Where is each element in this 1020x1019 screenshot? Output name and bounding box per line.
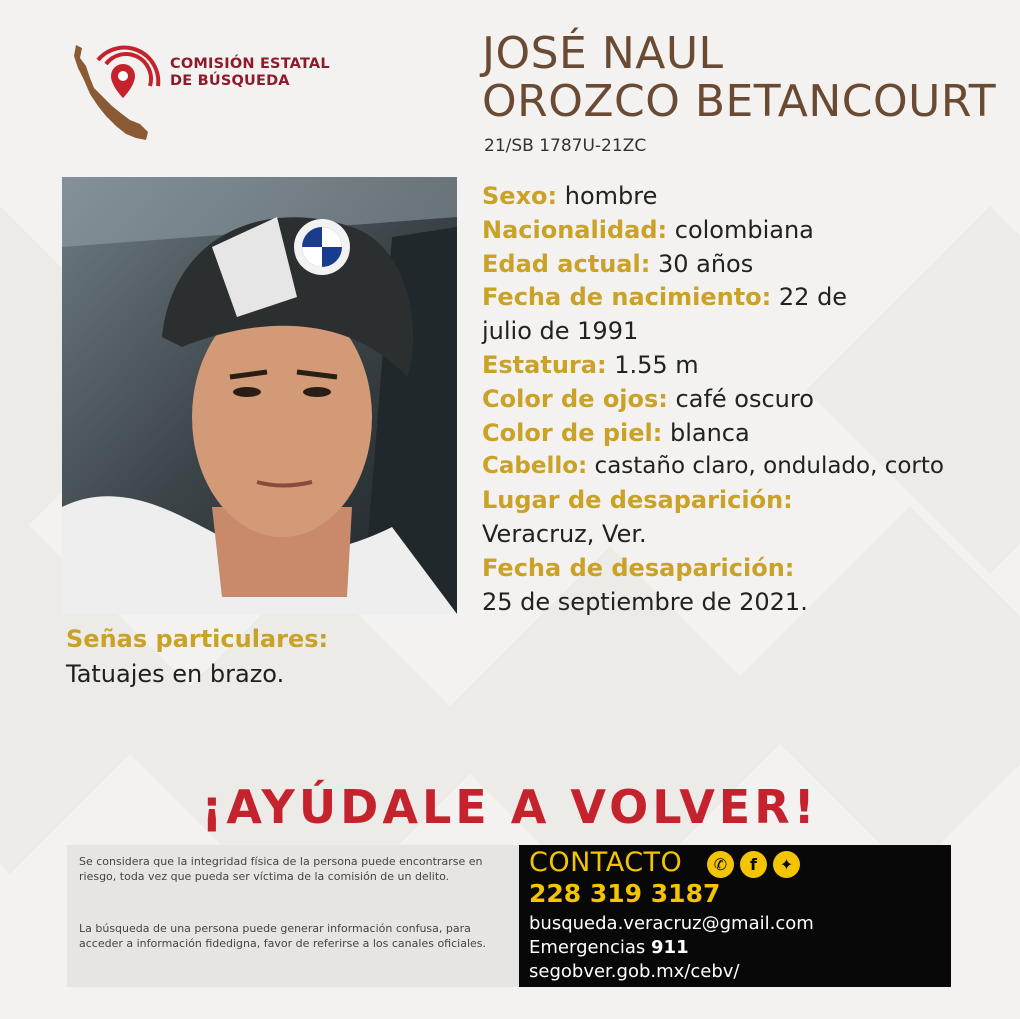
detail-value: 1.55 m [614,350,699,379]
detail-nacimiento-cont: julio de 1991 [482,317,639,346]
contact-box [519,845,951,987]
disclaimer-box [67,845,519,987]
detail-label: Sexo: [482,182,558,210]
person-photo [62,177,457,614]
detail-piel [482,417,1017,451]
organization-name [170,56,330,90]
distinguishing-marks [66,622,328,692]
twitter-icon[interactable]: ✦ [773,851,800,878]
contact-website[interactable]: segobver.gob.mx/cebv/ [529,961,740,982]
person-name [482,30,996,126]
detail-cabello [482,450,1017,484]
detail-nacionalidad [482,214,1017,248]
emergency-label: Emergencias [529,937,646,958]
disclaimer-paragraph-2: La búsqueda de una persona puede generar información confusa, para acceder a información fidedigna, favor de referirse a los canales oficiales. [79,922,486,950]
detail-label: Color de ojos: [482,384,668,413]
detail-label: Nacionalidad: [482,215,668,244]
detail-nacimiento [482,281,1017,315]
detail-fecha-desap-value: 25 de septiembre de 2021. [482,587,808,616]
person-details [482,180,1017,619]
detail-value: blanca [669,418,750,447]
detail-value: colombiana [674,215,814,244]
marks-label: Señas particulares: [66,625,329,653]
detail-lugar-value: Veracruz, Ver. [482,519,647,548]
detail-value: hombre [564,182,658,210]
detail-estatura [482,349,1017,383]
detail-lugar-label: Lugar de desaparición: [482,486,793,515]
social-icons [707,851,800,878]
organization-line2: DE BÚSQUEDA [170,73,290,89]
organization-line1: COMISIÓN ESTATAL [170,56,330,72]
detail-sexo [482,180,1017,214]
contact-emergency [529,937,689,958]
detail-edad [482,248,1017,282]
detail-label: Estatura: [482,350,607,379]
detail-value: café oscuro [675,384,814,413]
facebook-icon[interactable]: f [740,851,767,878]
detail-fecha-desap-label: Fecha de desaparición: [482,553,795,582]
contact-phone[interactable]: 228 319 3187 [529,879,721,908]
name-line2: OROZCO BETANCOURT [482,76,997,127]
detail-label: Color de piel: [482,418,663,447]
detail-label: Edad actual: [482,249,651,278]
detail-label: Fecha de nacimiento: [482,283,772,312]
detail-value: castaño claro, ondulado, corto [594,453,944,480]
detail-label: Cabello: [482,453,588,480]
contact-title: CONTACTO [529,847,683,878]
disclaimer-paragraph-1: Se considera que la integridad física de la persona puede encontrarse en riesgo, toda vez que pueda ser víctima de la comisión de un delito. [79,855,483,883]
case-id: 21/SB 1787U-21ZC [484,136,647,156]
veracruz-map-icon [68,40,168,150]
detail-value: 30 años [657,249,754,278]
call-to-action: ¡AYÚDALE A VOLVER! [201,780,819,834]
detail-ojos [482,383,1017,417]
detail-value: 22 de [778,283,848,312]
emergency-number[interactable]: 911 [651,937,689,958]
marks-value: Tatuajes en brazo. [66,660,285,688]
contact-email[interactable]: busqueda.veracruz@gmail.com [529,913,814,934]
name-line1: JOSÉ NAUL [482,28,724,79]
whatsapp-icon[interactable]: ✆ [707,851,734,878]
